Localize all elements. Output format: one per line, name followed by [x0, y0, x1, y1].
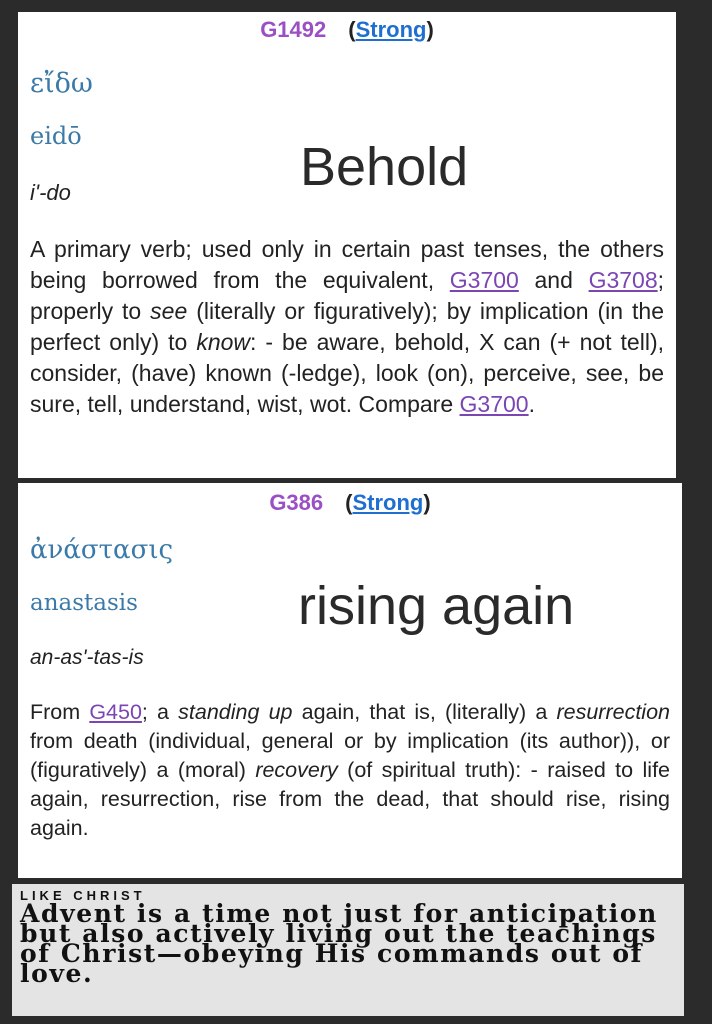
definition-text: A primary verb; used only in certain past tenses, the others being borrowed from the equivalent, G3700 and G3708; properly to see (literally or figuratively); by implication (in the perfect only) to know: - be aware, behold, X can (+ not tell), consider, (have) known (-ledge), look (on), perceive, see, be sure, tell, understand, wist, wot. Compare G3700. — [30, 236, 665, 417]
gloss-word: Behold — [300, 137, 469, 197]
open-paren: ( — [348, 17, 356, 42]
lexicon-entry-card — [18, 483, 682, 878]
strong-link[interactable]: Strong — [355, 17, 427, 42]
entry-header — [18, 490, 682, 516]
devotional-banner — [12, 884, 684, 1016]
lexicon-entry-card — [18, 12, 676, 478]
banner-kicker: LIKE CHRIST — [20, 888, 146, 903]
strong-link[interactable]: Strong — [352, 490, 424, 515]
cross-ref-link[interactable]: G450 — [89, 700, 142, 724]
close-paren: ) — [426, 17, 434, 42]
cross-ref-link[interactable]: G3700 — [449, 267, 519, 293]
cross-ref-link[interactable]: G3708 — [588, 267, 658, 293]
pronunciation: an-as'-tas-is — [30, 646, 144, 669]
transliteration: eidō — [30, 122, 82, 150]
greek-word: εἴδω — [30, 68, 93, 99]
close-paren: ) — [423, 490, 431, 515]
definition-text: From G450; a standing up again, that is, (literally) a resurrection from death (individual, general or by implication (its author)), or (figuratively) a (moral) recovery (of spiritual truth): - raised to life again, resurrection, rise from the dead, that should rise, rising again. — [30, 700, 670, 840]
gloss-word: rising again — [298, 576, 575, 636]
transliteration: anastasis — [30, 590, 138, 616]
open-paren: ( — [345, 490, 353, 515]
pronunciation: i'-do — [30, 180, 71, 205]
banner-text: Advent is a time not just for anticipation but also actively living out the teachings of Christ—obeying His commands out of love. — [20, 899, 658, 988]
cross-ref-link[interactable]: G3700 — [459, 391, 529, 417]
strong-number: G1492 — [260, 17, 327, 42]
greek-word: ἀνάστασις — [30, 535, 174, 565]
strong-number: G386 — [269, 490, 324, 515]
entry-header — [18, 17, 676, 43]
